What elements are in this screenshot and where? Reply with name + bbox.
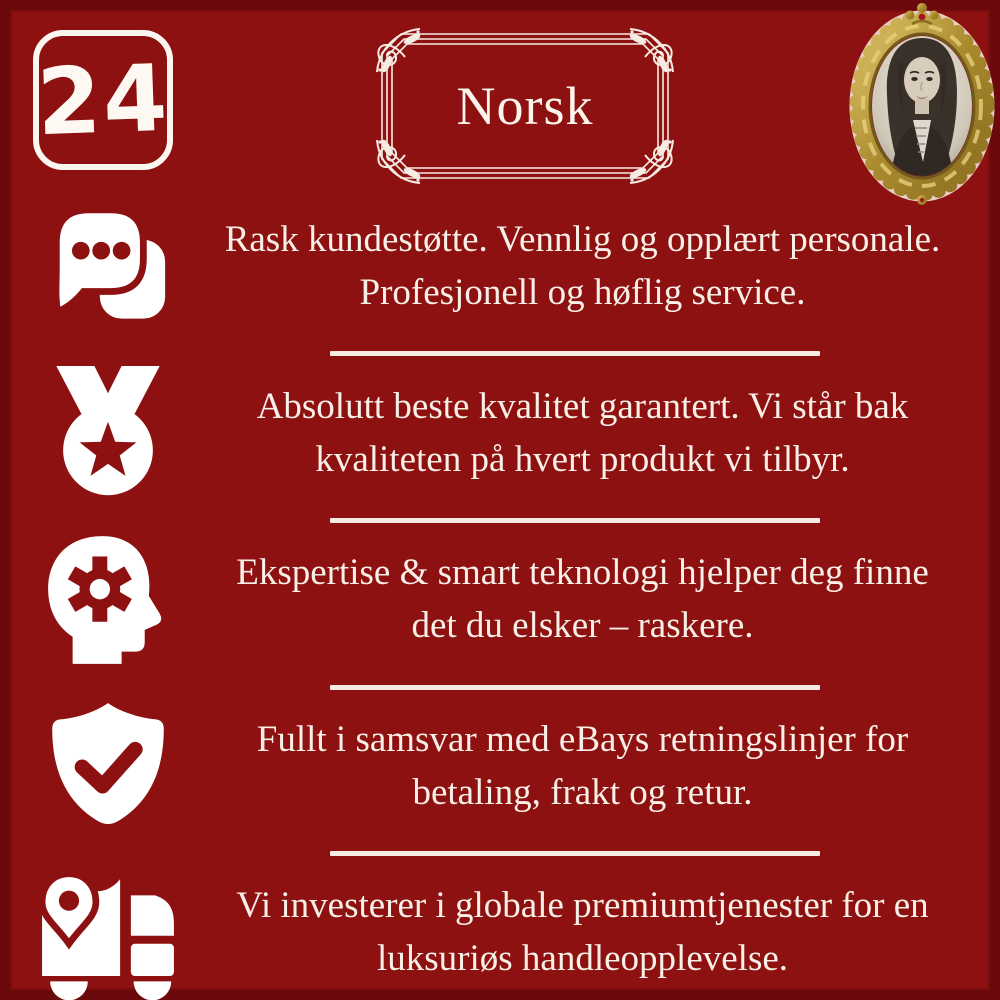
feature-line: det du elsker – raskere. (411, 605, 754, 646)
feature-line: kvaliteten på hvert produkt vi tilbyr. (315, 439, 850, 480)
feature-text-quality (185, 364, 980, 504)
feature-line: Absolutt beste kvalitet garantert. Vi står bak (256, 386, 909, 428)
feature-row-quality (0, 364, 1000, 504)
delivery-truck-pin-icon (33, 863, 183, 1000)
medal-star-icon (33, 364, 183, 504)
feature-row-support (0, 197, 1000, 337)
badge-label: 24 (35, 44, 171, 156)
badge-24 (33, 30, 173, 170)
divider (330, 851, 820, 856)
feature-text-compliance (185, 697, 980, 837)
woman-portrait-cameo (846, 0, 998, 208)
divider (330, 518, 820, 523)
feature-row-expertise (0, 530, 1000, 670)
shield-check-icon (33, 697, 183, 837)
portrait-frame-icon (846, 0, 998, 208)
feature-line: Profesjonell og høflig service. (359, 272, 806, 313)
head-gear-icon (33, 530, 183, 670)
feature-line: Ekspertise & smart teknologi hjelper deg finne (236, 552, 929, 594)
divider (330, 685, 820, 690)
feature-text-shipping (185, 863, 980, 1000)
chat-bubbles-icon (33, 197, 183, 337)
feature-line: betaling, frakt og retur. (412, 772, 753, 813)
feature-text-support (185, 197, 980, 337)
feature-text-expertise (185, 530, 980, 670)
divider (330, 351, 820, 356)
feature-row-compliance (0, 697, 1000, 837)
feature-line: Fullt i samsvar med eBays retningslinjer for (256, 719, 909, 761)
feature-line: luksuriøs handleopplevelse. (376, 938, 789, 979)
feature-line: Vi investerer i globale premiumtjenester for en (236, 885, 929, 927)
title-frame (374, 26, 676, 186)
feature-line: Rask kundestøtte. Vennlig og opplært personale. (224, 219, 941, 261)
feature-row-shipping (0, 863, 1000, 1000)
page-title: Norsk (456, 76, 594, 136)
